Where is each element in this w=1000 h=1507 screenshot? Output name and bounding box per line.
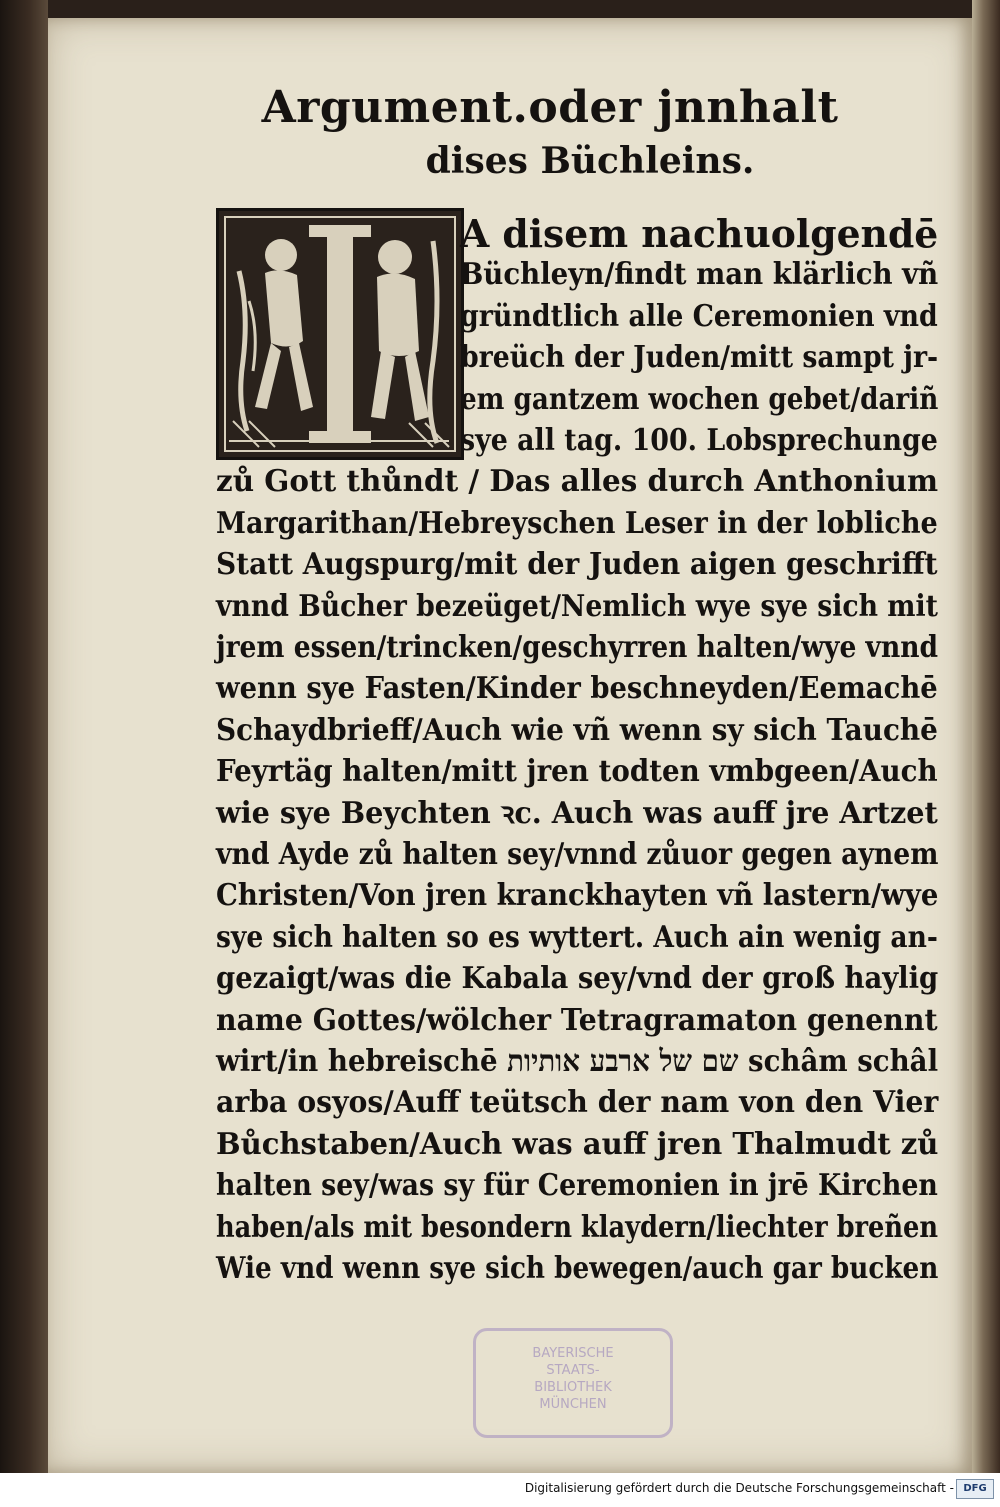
body-text-line: Schaydbrieff/Auch wie vñ wenn sy sich Tauchē [216, 712, 938, 748]
body-text-line: gezaigt/was die Kabala sey/vnd der groß haylig [216, 961, 939, 997]
body-text-line: Bůchstaben/Auch was auff jren Thalmudt zů [216, 1126, 939, 1162]
book-page [48, 18, 972, 1473]
stamp-line: STAATS- [546, 1363, 600, 1378]
heading-line-1: Argument.oder jnnhalt [261, 82, 839, 133]
body-text-line: vnnd Bůcher bezeüget/Nemlich wye sye sich mit [216, 588, 938, 624]
stamp-line: MÜNCHEN [539, 1397, 607, 1412]
body-text-line: Christen/Von jren kranckhayten vñ lastern/wye [216, 878, 939, 914]
body-text-line: name Gottes/wölcher Tetragramaton genennt [216, 1002, 938, 1038]
body-text-line: sye sich halten so es wyttert. Auch ain wenig an- [216, 919, 938, 955]
body-text-line: wie sye Beychten ꝛc. Auch was auff jre Artzet [216, 795, 938, 831]
dfg-logo-icon: DFG [956, 1479, 994, 1499]
stamp-line: BIBLIOTHEK [534, 1380, 612, 1395]
library-stamp [473, 1328, 673, 1438]
body-text-line: Statt Augspurg/mit der Juden aigen geschrifft [216, 547, 938, 583]
book-gutter [0, 0, 48, 1473]
body-text-line: gründtlich alle Ceremonien vnd [460, 298, 938, 334]
body-text-line: em gantzem wochen gebet/dariñ [460, 381, 939, 417]
body-text-line: wenn sye Fasten/Kinder beschneyden/Eemachē [216, 671, 938, 707]
stamp-line: BAYERISCHE [532, 1346, 614, 1361]
heading-line-2: dises Büchleins. [425, 140, 755, 182]
body-text-line: Feyrtäg halten/mitt jren todten vmbgeen/Auch [216, 754, 938, 790]
decorated-initial-icon [216, 208, 464, 460]
body-text-line: sye all tag. 100. Lobsprechunge [460, 423, 938, 458]
body-text-line: Wie vnd wenn sye sich bewegen/auch gar bucken [216, 1251, 939, 1286]
body-text-line: haben/als mit besondern klaydern/liechter breñen [216, 1209, 939, 1245]
body-text-line: arba osyos/Auff teütsch der nam von den Vier [216, 1085, 939, 1121]
body-text-line: vnd Ayde zů halten sey/vnnd zůuor gegen aynem [216, 837, 939, 872]
body-text-line: wirt/in hebreischē שם של ארבע אותיות schâm schâl [216, 1044, 939, 1079]
page-edge [972, 0, 1000, 1473]
funding-note: Digitalisierung gefördert durch die Deutsche Forschungsgemeinschaft - [524, 1481, 954, 1495]
footer-bar [0, 1473, 1000, 1507]
body-text-line: Büchleyn/findt man klärlich vñ [460, 257, 939, 293]
body-text-line: jrem essen/trincken/geschyrren halten/wye vnnd [216, 630, 939, 665]
body-text-line: halten sey/was sy für Ceremonien in jrē Kirchen [216, 1168, 938, 1204]
body-text-line: breüch der Juden/mitt sampt jr- [460, 340, 939, 376]
body-text-line: Margarithan/Hebreyschen Leser in der lobliche [216, 505, 938, 541]
body-text-line: A disem nachuolgendē [460, 211, 939, 256]
body-text-line: zů Gott thůndt / Das alles durch Anthonium [216, 464, 939, 500]
